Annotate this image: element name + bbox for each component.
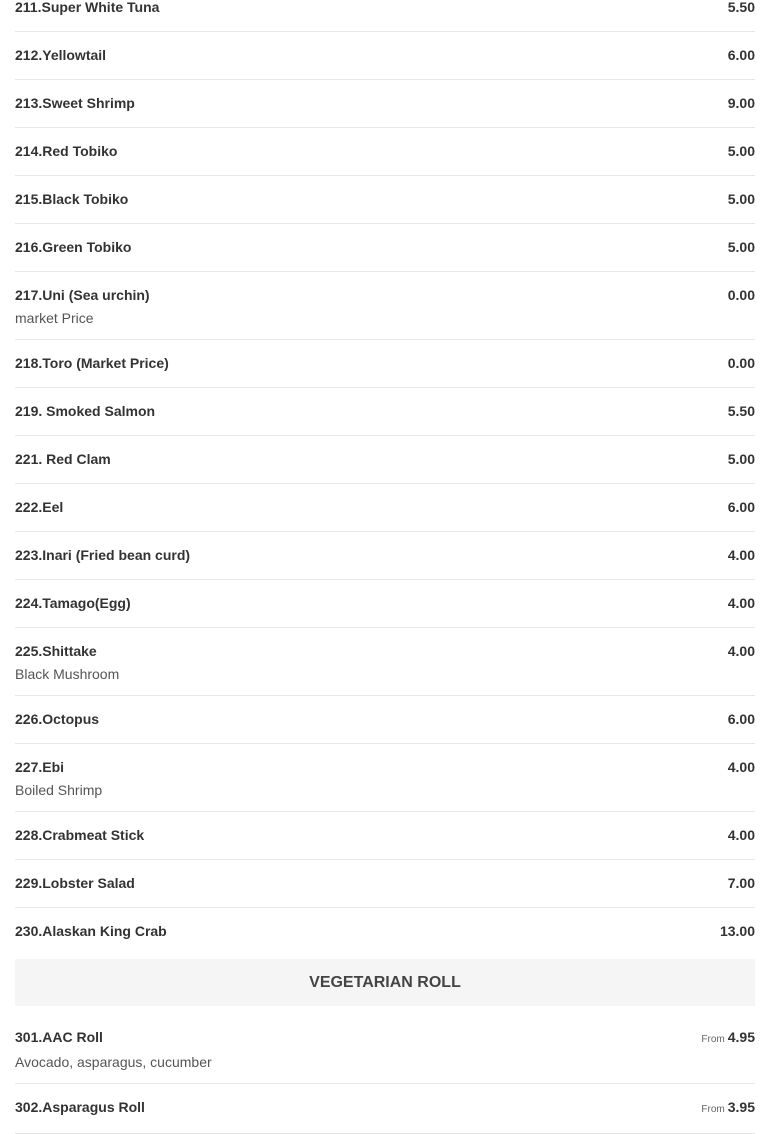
item-price: 4.00 (727, 595, 755, 611)
item-description: Boiled Shrimp (15, 782, 103, 798)
item-name: 216.Green Tobiko (15, 239, 132, 255)
from-label: From (701, 1104, 725, 1115)
item-price (701, 1099, 755, 1118)
menu-item[interactable] (15, 32, 755, 80)
menu-item[interactable] (15, 696, 755, 744)
item-name: 219. Smoked Salmon (15, 403, 156, 419)
item-price: 4.00 (727, 759, 755, 775)
item-price: 5.00 (727, 143, 755, 159)
item-price: 9.00 (727, 95, 755, 111)
item-name: 228.Crabmeat Stick (15, 827, 145, 843)
from-label: From (701, 1034, 725, 1045)
section-header-vegetarian-roll: VEGETARIAN ROLL (15, 959, 755, 1006)
item-name: 222.Eel (15, 499, 64, 515)
item-price: 5.00 (727, 191, 755, 207)
item-name: 215.Black Tobiko (15, 191, 129, 207)
item-price (701, 1029, 755, 1048)
item-price: 7.00 (727, 875, 755, 891)
item-name: 302.Asparagus Roll (15, 1099, 145, 1115)
item-price: 5.50 (727, 0, 755, 15)
item-name: 217.Uni (Sea urchin) (15, 287, 150, 303)
item-name: 221. Red Clam (15, 451, 111, 467)
item-price: 6.00 (727, 499, 755, 515)
item-name: 211.Super White Tuna (15, 0, 160, 15)
item-price: 4.00 (727, 827, 755, 843)
item-price: 0.00 (727, 355, 755, 371)
item-name: 224.Tamago(Egg) (15, 595, 131, 611)
menu-item[interactable] (15, 908, 755, 955)
menu-item[interactable] (15, 340, 755, 388)
menu-item[interactable] (15, 128, 755, 176)
item-price-value: 4.95 (727, 1029, 755, 1045)
item-name: 214.Red Tobiko (15, 143, 118, 159)
menu-item[interactable] (15, 744, 755, 812)
menu-item[interactable] (15, 860, 755, 908)
item-name: 223.Inari (Fried bean curd) (15, 547, 191, 563)
menu-item[interactable] (15, 224, 755, 272)
item-description: Avocado, asparagus, cucumber (15, 1054, 212, 1070)
item-description: Black Mushroom (15, 666, 120, 682)
menu-item[interactable] (15, 812, 755, 860)
menu-item[interactable] (15, 388, 755, 436)
item-name: 230.Alaskan King Crab (15, 923, 167, 939)
menu-item[interactable] (15, 436, 755, 484)
item-price: 5.50 (727, 403, 755, 419)
menu-item[interactable] (15, 580, 755, 628)
menu-item[interactable] (15, 0, 755, 32)
menu-list (15, 0, 755, 1134)
item-name: 227.Ebi (15, 759, 65, 775)
item-name: 212.Yellowtail (15, 47, 107, 63)
item-description: market Price (15, 310, 94, 326)
menu-item[interactable] (15, 532, 755, 580)
item-price: 5.00 (727, 239, 755, 255)
item-name: 301.AAC Roll (15, 1029, 103, 1045)
menu-item[interactable] (15, 176, 755, 224)
item-price: 6.00 (727, 711, 755, 727)
item-price: 4.00 (727, 547, 755, 563)
item-price: 6.00 (727, 47, 755, 63)
item-name: 225.Shittake (15, 643, 97, 659)
menu-item[interactable] (15, 80, 755, 128)
item-name: 226.Octopus (15, 711, 100, 727)
item-price: 4.00 (727, 643, 755, 659)
item-price: 0.00 (727, 287, 755, 303)
item-price-value: 3.95 (727, 1099, 755, 1115)
item-name: 213.Sweet Shrimp (15, 95, 135, 111)
menu-item[interactable] (15, 484, 755, 532)
item-name: 229.Lobster Salad (15, 875, 135, 891)
item-name: 218.Toro (Market Price) (15, 355, 169, 371)
menu-item[interactable] (15, 1084, 755, 1134)
menu-item[interactable] (15, 272, 755, 340)
item-price: 13.00 (719, 923, 755, 939)
menu-item[interactable] (15, 1014, 755, 1084)
menu-item[interactable] (15, 628, 755, 696)
item-price: 5.00 (727, 451, 755, 467)
